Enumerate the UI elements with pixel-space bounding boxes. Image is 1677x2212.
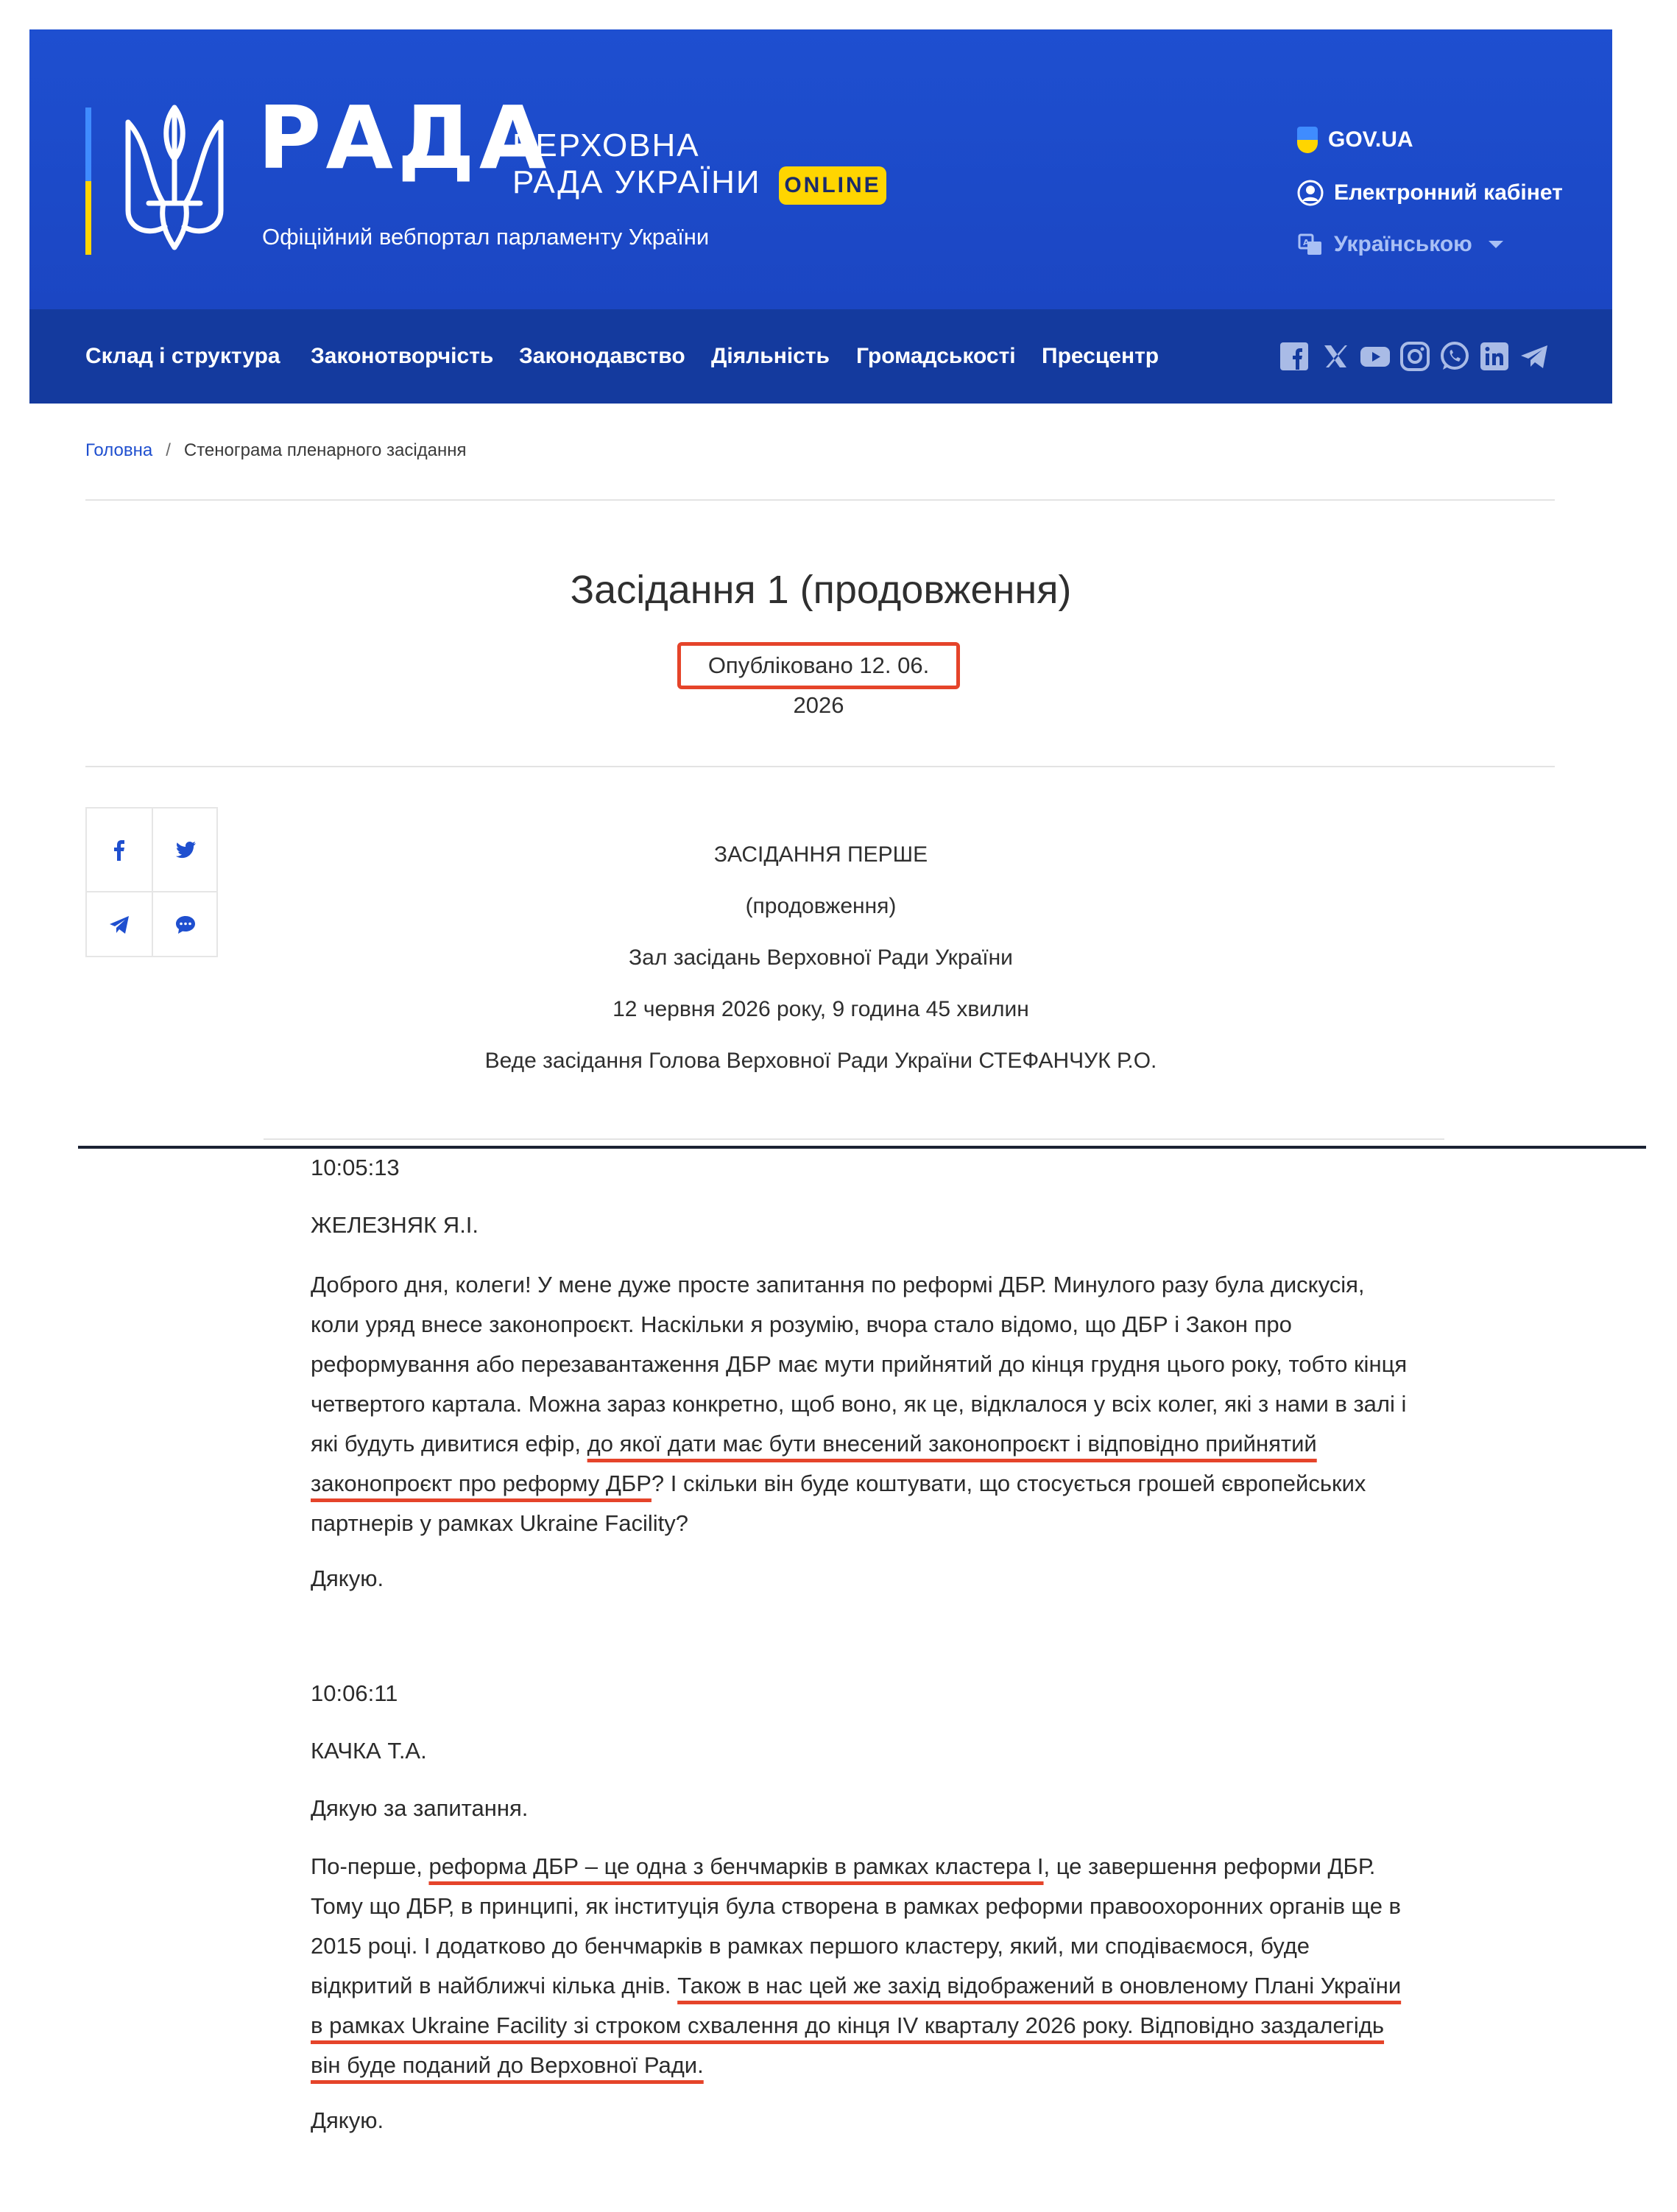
divider xyxy=(264,1138,1444,1140)
divider xyxy=(85,766,1555,767)
breadcrumb-home-link[interactable]: Головна xyxy=(85,440,153,460)
divider xyxy=(85,499,1555,501)
gov-ua-icon xyxy=(1297,127,1318,153)
site-subtitle: Офіційний вебпортал парламенту України xyxy=(262,224,710,250)
session-chair: Веде засідання Голова Верховної Ради України СТЕФАНЧУК Р.О. xyxy=(484,1049,1157,1073)
linkedin-icon[interactable] xyxy=(1478,340,1511,373)
nav-item-press[interactable]: Пресцентр xyxy=(1042,344,1159,368)
dark-rule xyxy=(78,1146,1646,1149)
highlighted-answer: реформа ДБР – це одна з бенчмарків в рамках кластера І xyxy=(428,1853,1044,1879)
breadcrumb-separator: / xyxy=(166,440,171,460)
online-badge: ONLINE xyxy=(779,166,886,205)
session-datetime: 12 червня 2026 року, 9 година 45 хвилин xyxy=(612,997,1029,1021)
speech-paragraph xyxy=(311,1265,1415,1543)
breadcrumb-current: Стенограма пленарного засідання xyxy=(183,440,467,460)
x-icon[interactable] xyxy=(1319,340,1352,373)
speech-text: Доброго дня, колеги! У мене дуже просте запитання по реформі ДБР. Минулого разу була дискусія, коли уряд внесе законопроєкт. Наскільки я розумію, вчора стало відомо, що ДБР і Закон про реформування або перезавантаження ДБР має мути прийнятий до кінця грудня цього року, тобто кінця четвертого картала. Можна зараз конкретно, щоб воно, як це, відклалося у всіх колег, які з нами в залі і які будуть дивитися ефір, xyxy=(311,1272,1408,1457)
logo-word[interactable]: РАДА xyxy=(258,87,551,189)
speaker-name: КАЧКА Т.А. xyxy=(311,1738,427,1764)
speaker-name: ЖЕЛЕЗНЯК Я.І. xyxy=(311,1212,479,1238)
nav-item-structure[interactable]: Склад і структура xyxy=(85,344,280,368)
session-title: ЗАСІДАННЯ ПЕРШЕ xyxy=(713,842,928,867)
nav-item-legislation[interactable]: Законодавство xyxy=(519,344,685,368)
speech-thanks: Дякую. xyxy=(311,2107,384,2133)
speech-thanks: Дякую. xyxy=(311,1565,384,1591)
speech-paragraph xyxy=(311,1847,1415,2085)
language-selector[interactable] xyxy=(1297,231,1503,258)
translate-icon xyxy=(1297,231,1324,258)
main-nav xyxy=(29,309,1612,404)
breadcrumb xyxy=(85,440,467,461)
nav-item-public[interactable]: Громадськості xyxy=(856,344,1016,368)
logo-line-2: РАДА УКРАЇНИ xyxy=(512,164,761,200)
nav-item-activity[interactable]: Діяльність xyxy=(711,344,830,368)
published-date: Опубліковано 12. 06. 2026 xyxy=(677,642,960,689)
whatsapp-icon[interactable] xyxy=(1438,340,1471,373)
speech-text: Дякую за запитання. xyxy=(311,1795,529,1821)
page-title: Засідання 1 (продовження) xyxy=(570,568,1072,612)
telegram-icon[interactable] xyxy=(1518,340,1550,373)
header-top xyxy=(29,29,1612,309)
flag-stripe xyxy=(85,108,91,255)
chevron-down-icon xyxy=(1489,241,1503,248)
facebook-icon[interactable] xyxy=(1278,340,1310,373)
instagram-icon[interactable] xyxy=(1399,340,1431,373)
highlighted-answer: Також в нас цей же захід відображений в оновленому Плані України в рамках Ukraine Facility зі строком схвалення до кінця IV кварталу 2026 року. Відповідно заздалегідь він буде поданий до Верховної Ради. xyxy=(311,1973,1402,2078)
highlighted-question: до якої дати має бути внесений законопроєкт і відповідно прийнятий законопроєкт про реформу ДБР xyxy=(311,1431,1317,1496)
electronic-cabinet-link[interactable] xyxy=(1297,180,1563,206)
svg-text:A: A xyxy=(1303,238,1310,247)
youtube-icon[interactable] xyxy=(1359,340,1391,373)
trident-icon[interactable] xyxy=(119,100,230,255)
gov-ua-link[interactable] xyxy=(1297,127,1413,153)
timestamp: 10:06:11 xyxy=(311,1680,398,1706)
timestamp: 10:05:13 xyxy=(311,1155,400,1180)
share-panel xyxy=(85,807,218,957)
site-header xyxy=(29,29,1612,404)
session-location: Зал засідань Верховної Ради України xyxy=(629,945,1013,970)
nav-item-lawmaking[interactable]: Законотворчість xyxy=(311,344,494,368)
gov-ua-label: GOV.UA xyxy=(1328,127,1413,152)
logo-line-1: ВЕРХОВНА xyxy=(512,127,700,163)
user-circle-icon xyxy=(1297,180,1324,206)
session-subtitle: (продовження) xyxy=(745,894,897,918)
speech-text: ? І скільки він буде коштувати, що стосується грошей європейських партнерів у рамках Ukraine Facility? xyxy=(311,1470,1366,1536)
language-label: Українською xyxy=(1334,232,1472,256)
speech-text: , це завершення реформи ДБР. Тому що ДБР, в принципі, як інституція була створена в рамках реформи правоохоронних органів ще в 2015 році. І додатково до бенчмарків в рамках першого кластеру, який, ми сподіваємося, буде відкритий в найближчі кілька днів. xyxy=(311,1853,1402,1998)
speech-text: По-перше, xyxy=(311,1853,429,1879)
electronic-cabinet-label: Електронний кабінет xyxy=(1334,180,1563,205)
